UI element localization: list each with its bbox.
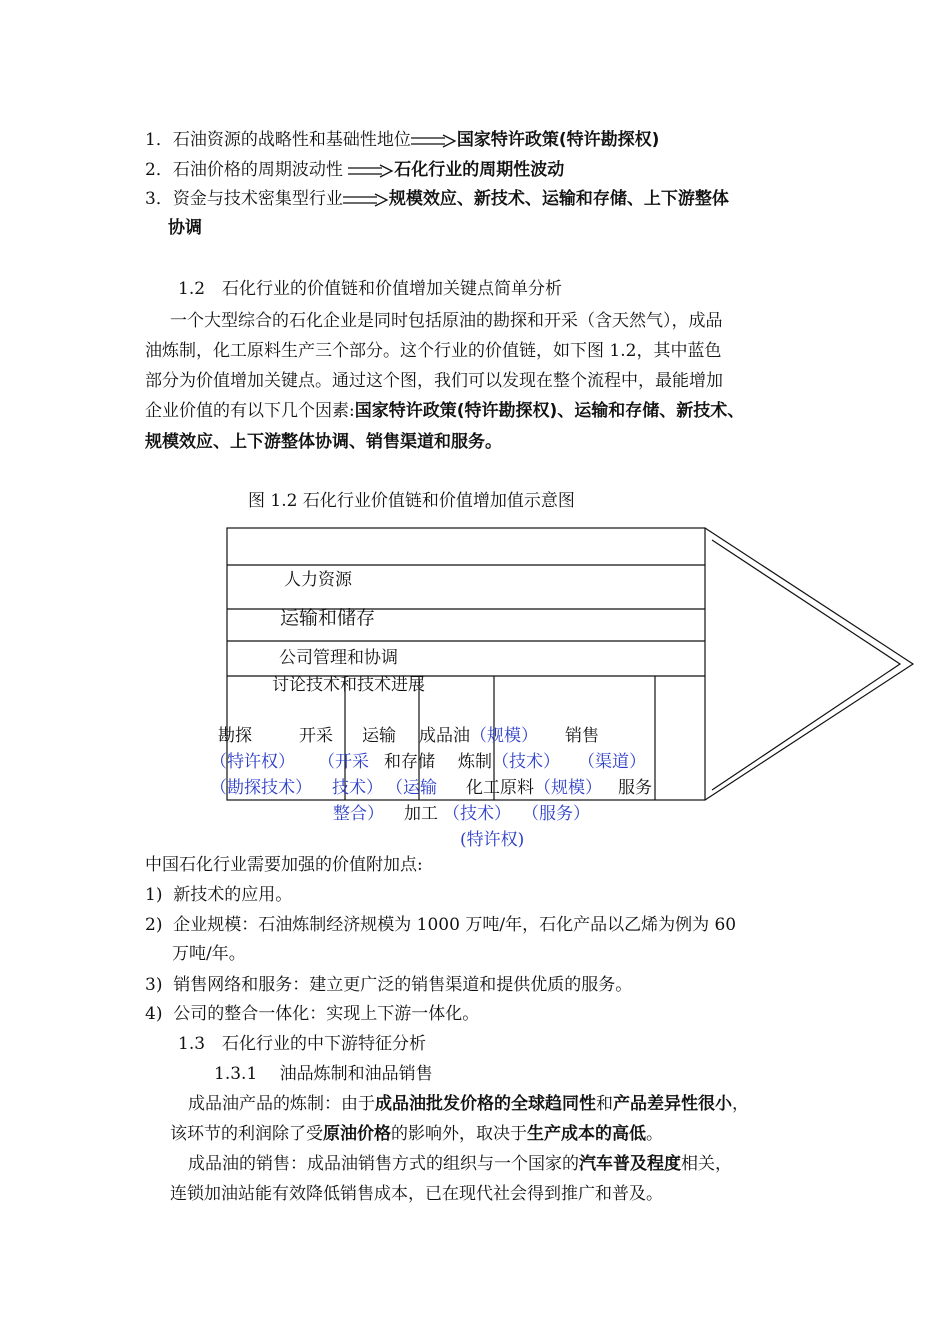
paragraph-line: 油炼制，化工原料生产三个部分。这个行业的价值链，如下图 1.2，其中蓝色 (145, 341, 722, 361)
need-text: 企业规模：石油炼制经济规模为 1000 万吨/年，石化产品以乙烯为例为 60 (173, 915, 737, 935)
support-row-logistics: 运输和储存 (280, 607, 376, 629)
activity-label-blue: （技术） (492, 752, 560, 772)
intro-item-1 (145, 129, 659, 151)
paragraph-text: 成品油的销售：成品油销售方式的组织与一个国家的 (188, 1154, 579, 1174)
need-number: 1) (145, 885, 163, 905)
paragraph-line (170, 1123, 663, 1145)
activity-label-blue: （技术） (443, 804, 511, 824)
activity-text: 成品油 (419, 726, 470, 746)
activity-label-blue: （运输 (386, 778, 437, 798)
paragraph-line: 一个大型综合的石化企业是同时包括原油的勘探和开采（含天然气），成品 (170, 311, 723, 331)
need-item-continuation: 万吨/年。 (172, 944, 246, 964)
paragraph-bold-text: 生产成本的高低 (527, 1124, 646, 1144)
activity-extraction: 开采 (299, 726, 333, 746)
list-left-text: 资金与技术密集型行业 (172, 189, 343, 209)
activity-processing: 加工 (404, 804, 438, 824)
double-arrow-icon (343, 193, 389, 207)
need-item (145, 1003, 479, 1025)
need-text: 公司的整合一体化：实现上下游一体化。 (173, 1004, 480, 1024)
activity-text: 炼制 (458, 752, 492, 772)
list-number: 1． (145, 130, 173, 150)
margin-arrow-outer (705, 528, 913, 800)
intro-item-2 (145, 159, 564, 181)
support-row-technology: 讨论技术和技术进展 (272, 675, 425, 695)
paragraph-bold-line: 规模效应、上下游整体协调、销售渠道和服务。 (145, 432, 502, 452)
need-item (145, 914, 736, 936)
support-row-hr: 人力资源 (284, 570, 352, 590)
activity-label-blue: （服务） (522, 804, 590, 824)
need-item (145, 884, 292, 906)
paragraph-line (188, 1093, 749, 1115)
list-number: 2． (145, 160, 173, 180)
activity-sales: 销售 (565, 726, 599, 746)
margin-arrow-inner (712, 540, 900, 790)
figure-caption: 图 1.2 石化行业价值链和价值增加值示意图 (248, 491, 575, 511)
paragraph-line: 连锁加油站能有效降低销售成本，已在现代社会得到推广和普及。 (170, 1184, 663, 1204)
paragraph-text: 企业价值的有以下几个因素: (145, 401, 355, 421)
paragraph-text: 和 (596, 1094, 613, 1114)
intro-item-3-continuation: 协调 (168, 218, 202, 238)
support-row-management: 公司管理和协调 (279, 648, 398, 668)
list-right-text: 规模效应、新技术、运输和存储、上下游整体 (388, 189, 729, 209)
double-arrow-icon (411, 134, 457, 148)
paragraph-line (145, 400, 744, 422)
paragraph-bold-text: 产品差异性很小 (613, 1094, 732, 1114)
paragraph-text: 相关， (681, 1154, 732, 1174)
paragraph-text: 。 (646, 1124, 663, 1144)
list-number: 3． (145, 189, 173, 209)
activity-label-blue: （特许权） (210, 752, 295, 772)
need-item (145, 974, 632, 996)
activity-label-blue: 整合） (333, 804, 384, 824)
activity-service: 服务 (618, 778, 652, 798)
need-number: 4) (145, 1004, 163, 1024)
subsection-heading-1-3-1: 1.3.1 油品炼制和油品销售 (214, 1064, 433, 1084)
paragraph-bold-text: 国家特许政策(特许勘探权)、运输和存储、新技术、 (354, 401, 745, 421)
activity-storage: 和存储 (384, 752, 435, 772)
intro-item-3 (145, 188, 729, 210)
paragraph-line: 部分为价值增加关键点。通过这个图，我们可以发现在整个流程中，最能增加 (145, 371, 723, 391)
list-right-text: 石化行业的周期性波动 (394, 160, 565, 180)
need-text: 新技术的应用。 (173, 885, 293, 905)
activity-text: 化工原料 (466, 778, 534, 798)
paragraph-text: ， (732, 1094, 749, 1114)
activity-exploration: 勘探 (218, 726, 252, 746)
activity-refining (458, 752, 560, 772)
paragraph-bold-text: 成品油批发价格的全球趋同性 (375, 1094, 596, 1114)
section-heading-1-2: 1.2 石化行业的价值链和价值增加关键点简单分析 (178, 279, 563, 299)
paragraph-text: 的影响外，取决于 (391, 1124, 527, 1144)
activity-refined-oil (419, 726, 538, 746)
activity-label-blue: 技术） (332, 778, 383, 798)
need-heading: 中国石化行业需要加强的价值附加点: (145, 855, 423, 875)
double-arrow-icon (348, 164, 394, 178)
need-text: 销售网络和服务：建立更广泛的销售渠道和提供优质的服务。 (173, 975, 633, 995)
activity-label-blue: （勘探技术） (210, 778, 312, 798)
need-number: 2) (145, 915, 163, 935)
activity-label-blue: (特许权) (460, 830, 525, 850)
list-left-text: 石油价格的周期波动性 (172, 160, 343, 180)
paragraph-bold-text: 原油价格 (323, 1124, 391, 1144)
paragraph-text: 成品油产品的炼制：由于 (188, 1094, 375, 1114)
activity-transport: 运输 (362, 726, 396, 746)
activity-label-blue: （渠道） (578, 752, 646, 772)
activity-label-blue: （开采 (318, 752, 369, 772)
list-left-text: 石油资源的战略性和基础性地位 (172, 130, 411, 150)
activity-chemicals (466, 778, 602, 798)
activity-label-blue: （规模） (534, 778, 602, 798)
activity-label-blue: （规模） (470, 726, 538, 746)
paragraph-line (188, 1153, 732, 1175)
section-heading-1-3: 1.3 石化行业的中下游特征分析 (178, 1034, 427, 1054)
need-number: 3) (145, 975, 163, 995)
paragraph-text: 该环节的利润除了受 (170, 1124, 323, 1144)
list-right-text: 国家特许政策(特许勘探权) (456, 130, 660, 150)
paragraph-bold-text: 汽车普及程度 (579, 1154, 681, 1174)
